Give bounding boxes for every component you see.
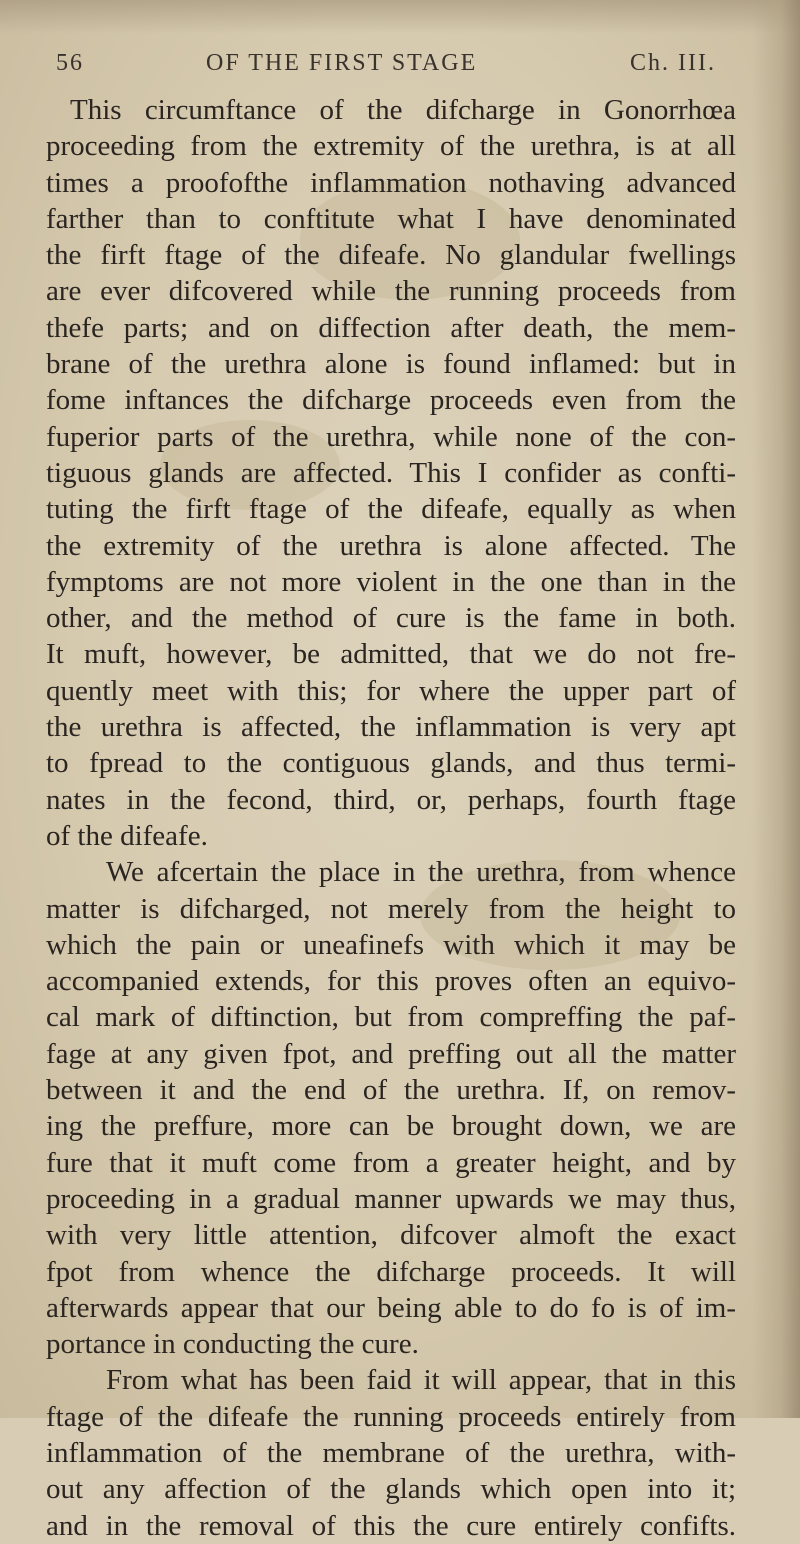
running-title: OF THE FIRST STAGE [206, 50, 478, 76]
text-line: the extremity of the urethra is alone affected. The [46, 529, 736, 562]
text-line: fure that it muft come from a greater height, and by [46, 1146, 736, 1179]
text-line: cal mark of diftinction, but from compreffing the paf- [46, 1001, 736, 1034]
text-line: the firft ftage of the difeafe. No glandular fwellings [46, 239, 736, 272]
text-line: proceeding in a gradual manner upwards we may thus, [46, 1182, 736, 1215]
text-line: with very little attention, difcover almoft the exact [46, 1219, 736, 1252]
text-line: fuperior parts of the urethra, while none of the con- [46, 420, 736, 453]
text-line: of the difeafe. [46, 819, 208, 852]
text-line: proceeding from the extremity of the urethra, is at all [46, 130, 736, 163]
page-shadow-right [752, 0, 800, 1418]
text-line: inflammation of the membrane of the urethra, with- [46, 1436, 736, 1469]
text-line: quently meet with this; for where the upper part of [46, 674, 736, 707]
text-line: ing the preffure, more can be brought down, we are [46, 1110, 736, 1143]
text-line: and in the removal of this the cure entirely confifts. [46, 1509, 736, 1542]
text-line: farther than to conftitute what I have denominated [46, 202, 736, 235]
text-line: times a proofofthe inflammation nothaving advanced [46, 166, 736, 199]
text-line: This circumftance of the difcharge in Gonorrhœa [70, 94, 736, 126]
text-line: other, and the method of cure is the fame in both. [46, 602, 736, 635]
text-line: tuting the firft ftage of the difeafe, equally as when [46, 493, 736, 526]
text-line: between it and the end of the urethra. If, on remov- [46, 1074, 736, 1107]
text-line: brane of the urethra alone is found inflamed: but in [46, 348, 736, 381]
text-line: fage at any given fpot, and preffing out all the matter [46, 1037, 736, 1070]
text-line: matter is difcharged, not merely from the height to [46, 892, 736, 925]
text-line: We afcertain the place in the urethra, from whence [106, 856, 736, 889]
page-shadow-top [0, 0, 800, 34]
text-line: are ever difcovered while the running proceeds from [46, 275, 736, 308]
text-line: ftage of the difeafe the running proceeds entirely from [46, 1400, 736, 1433]
text-line: tiguous glands are affected. This I confider as confti- [46, 456, 736, 489]
page-number: 56 [56, 50, 84, 76]
text-line: nates in the fecond, third, or, perhaps, fourth ftage [46, 783, 736, 816]
text-line: thefe parts; and on diffection after death, the mem- [46, 311, 736, 344]
text-line: It muft, however, be admitted, that we do not fre- [46, 638, 736, 671]
text-line: From what has been faid it will appear, that in this [106, 1364, 736, 1397]
text-line: which the pain or uneafinefs with which it may be [46, 928, 736, 961]
text-line: the urethra is affected, the inflammation is very apt [46, 711, 736, 744]
text-line: fpot from whence the difcharge proceeds. It will [46, 1255, 736, 1288]
chapter-label: Ch. III. [630, 50, 716, 76]
text-line: portance in conducting the cure. [46, 1328, 419, 1361]
running-head [56, 50, 716, 84]
text-line: afterwards appear that our being able to do fo is of im- [46, 1291, 736, 1324]
text-line: to fpread to the contiguous glands, and thus termi- [46, 747, 736, 780]
text-line: fymptoms are not more violent in the one than in the [46, 565, 736, 598]
text-line: accompanied extends, for this proves often an equivo- [46, 965, 736, 998]
body-text [46, 92, 736, 1544]
text-line: fome inftances the difcharge proceeds even from the [46, 384, 736, 417]
text-line: out any affection of the glands which open into it; [46, 1473, 736, 1506]
